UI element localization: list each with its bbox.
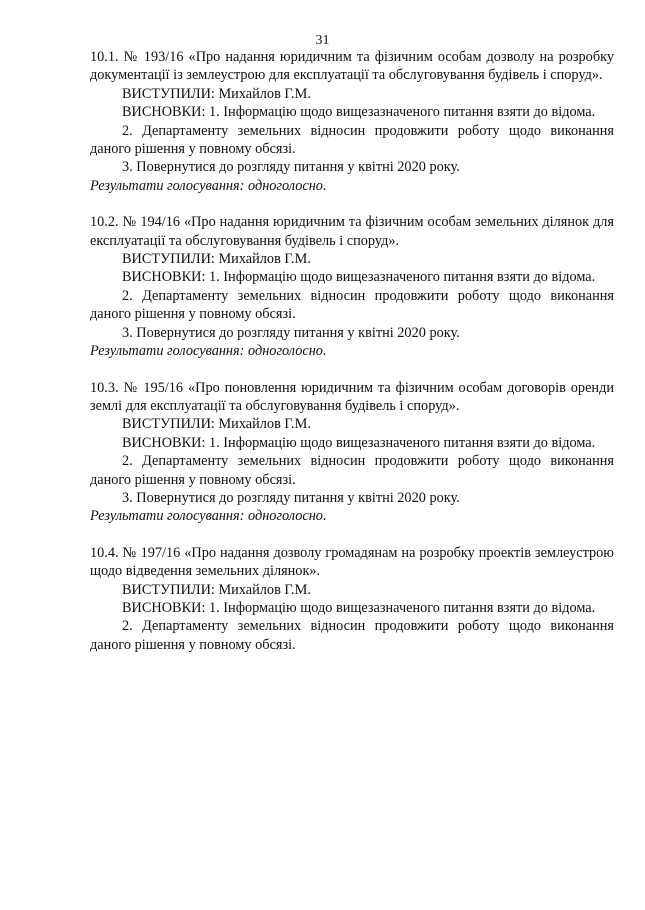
conclusion-3: 3. Повернутися до розгляду питання у квітні 2020 року.	[122, 159, 460, 176]
agenda-item-heading: 10.3. № 195/16 «Про поновлення юридичним та фізичним особам договорів оренди землі для експлуатації та обслуговування будівель і споруд».	[90, 379, 614, 414]
conclusion-2: 2. Департаменту земельних відносин продовжити роботу щодо виконання даного рішення у повному обсязі.	[90, 453, 614, 488]
agenda-item-10-1	[90, 48, 614, 195]
conclusion-2: 2. Департаменту земельних відносин продовжити роботу щодо виконання даного рішення у повному обсязі.	[90, 287, 614, 323]
agenda-item-10-2	[90, 213, 614, 360]
conclusion-1: ВИСНОВКИ: 1. Інформацію щодо вищезазначеного питання взяти до відома.	[122, 104, 596, 121]
conclusion-1: ВИСНОВКИ: 1. Інформацію щодо вищезазначеного питання взяти до відома.	[122, 599, 596, 616]
conclusion-1: ВИСНОВКИ: 1. Інформацію щодо вищезазначеного питання взяти до відома.	[122, 269, 596, 286]
speakers-line: ВИСТУПИЛИ: Михайлов Г.М.	[122, 85, 311, 102]
conclusion-2: 2. Департаменту земельних відносин продовжити роботу щодо виконання даного рішення у повному обсязі.	[90, 618, 614, 653]
agenda-item-heading: 10.4. № 197/16 «Про надання дозволу громадянам на розробку проектів землеустрою щодо відведення земельних ділянок».	[90, 544, 614, 580]
voting-results: Результати голосування: одноголосно.	[90, 343, 327, 360]
conclusion-3: 3. Повернутися до розгляду питання у квітні 2020 року.	[122, 489, 460, 506]
agenda-item-10-3	[90, 379, 614, 526]
voting-results: Результати голосування: одноголосно.	[90, 177, 327, 194]
page-number: 31	[315, 33, 330, 48]
voting-results: Результати голосування: одноголосно.	[90, 508, 327, 525]
conclusion-3: 3. Повернутися до розгляду питання у квітні 2020 року.	[122, 324, 460, 341]
agenda-item-heading: 10.1. № 193/16 «Про надання юридичним та фізичним особам дозволу на розробку документації із землеустрою для експлуатації та обслуговування будівель і споруд».	[90, 49, 614, 84]
speakers-line: ВИСТУПИЛИ: Михайлов Г.М.	[122, 581, 311, 598]
speakers-line: ВИСТУПИЛИ: Михайлов Г.М.	[122, 416, 311, 433]
conclusion-2: 2. Департаменту земельних відносин продовжити роботу щодо виконання даного рішення у повному обсязі.	[90, 122, 614, 158]
conclusion-1: ВИСНОВКИ: 1. Інформацію щодо вищезазначеного питання взяти до відома.	[122, 434, 596, 451]
speakers-line: ВИСТУПИЛИ: Михайлов Г.М.	[122, 251, 311, 268]
agenda-item-10-4	[90, 544, 614, 654]
agenda-item-heading: 10.2. № 194/16 «Про надання юридичним та фізичним особам земельних ділянок для експлуатації та обслуговування будівель і споруд».	[90, 214, 614, 249]
document-body	[90, 48, 614, 672]
